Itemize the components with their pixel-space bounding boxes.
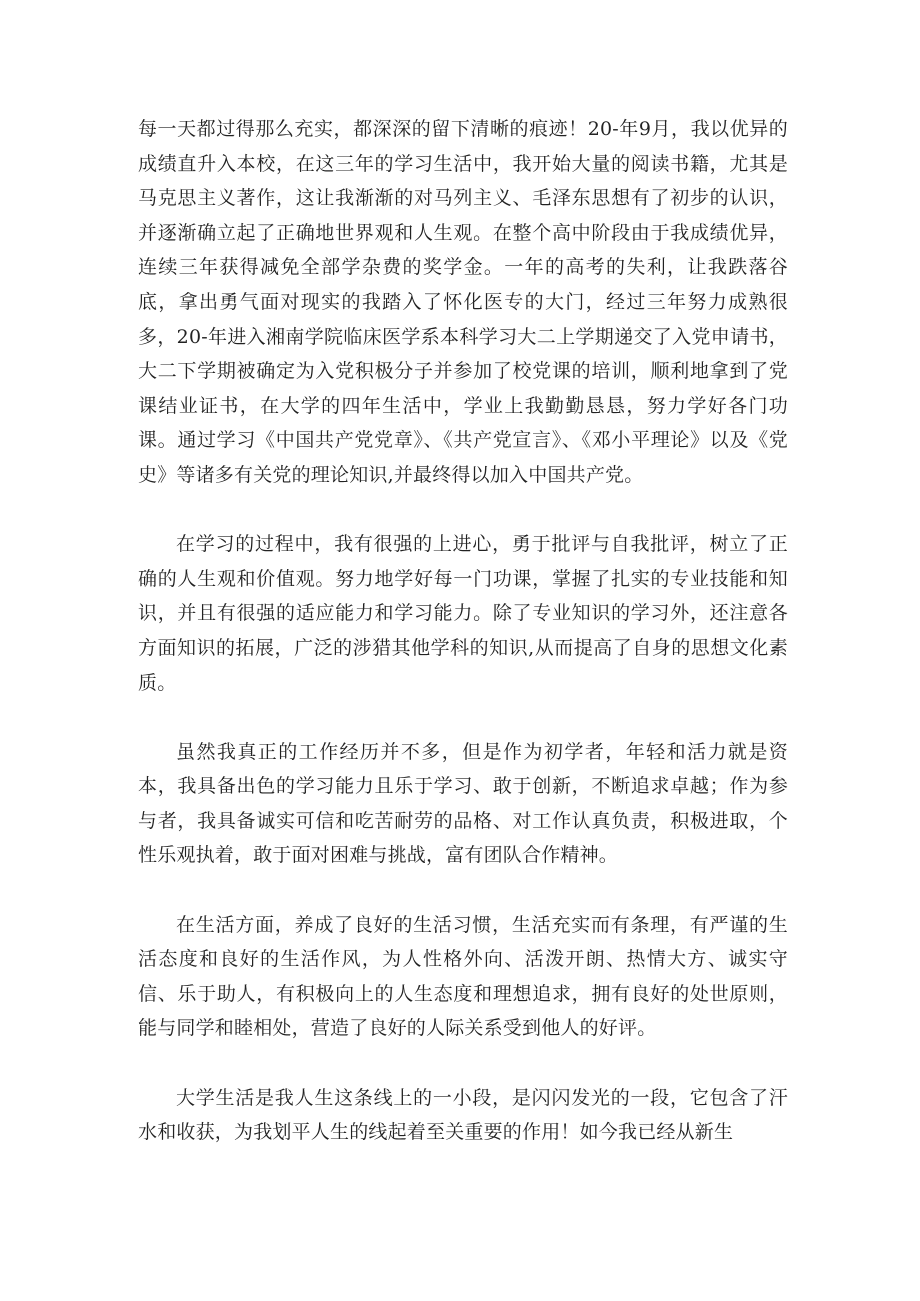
paragraph-4: 在生活方面，养成了良好的生活习惯，生活充实而有条理，有严谨的生活态度和良好的生活作风，为人性格外向、活泼开朗、热情大方、诚实守信、乐于助人，有积极向上的人生态度和理想追求，拥有良好的处世原则，能与同学和睦相处，营造了良好的人际关系受到他人的好评。 bbox=[138, 913, 788, 1040]
paragraph-5: 大学生活是我人生这条线上的一小段，是闪闪发光的一段，它包含了汗水和收获，为我划平人生的线起着至关重要的作用！如今我已经从新生 bbox=[138, 1086, 788, 1144]
document-body bbox=[138, 112, 788, 1184]
paragraph-3: 虽然我真正的工作经历并不多，但是作为初学者，年轻和活力就是资本，我具备出色的学习能力且乐于学习、敢于创新，不断追求卓越；作为参与者，我具备诚实可信和吃苦耐劳的品格、对工作认真负责，积极进取，个性乐观执着，敢于面对困难与挑战，富有团队合作精神。 bbox=[138, 740, 788, 867]
paragraph-2: 在学习的过程中，我有很强的上进心，勇于批评与自我批评，树立了正确的人生观和价值观。努力地学好每一门功课，掌握了扎实的专业技能和知识，并且有很强的适应能力和学习能力。除了专业知识的学习外，还注意各方面知识的拓展，广泛的涉猎其他学科的知识,从而提高了自身的思想文化素质。 bbox=[138, 533, 788, 694]
paragraph-1: 每一天都过得那么充实，都深深的留下清晰的痕迹！20-年9月，我以优异的成绩直升入本校，在这三年的学习生活中，我开始大量的阅读书籍，尤其是马克思主义著作，这让我渐渐的对马列主义、毛泽东思想有了初步的认识，并逐渐确立起了正确地世界观和人生观。在整个高中阶段由于我成绩优异，连续三年获得减免全部学杂费的奖学金。一年的高考的失利，让我跌落谷底，拿出勇气面对现实的我踏入了怀化医专的大门，经过三年努力成熟很多，20-年进入湘南学院临床医学系本科学习大二上学期递交了入党申请书，大二下学期被确定为入党积极分子并参加了校党课的培训，顺利地拿到了党课结业证书，在大学的四年生活中，学业上我勤勤恳恳，努力学好各门功课。通过学习《中国共产党党章》、《共产党宣言》、《邓小平理论》以及《党史》等诸多有关党的理论知识,并最终得以加入中国共产党。 bbox=[138, 118, 788, 486]
